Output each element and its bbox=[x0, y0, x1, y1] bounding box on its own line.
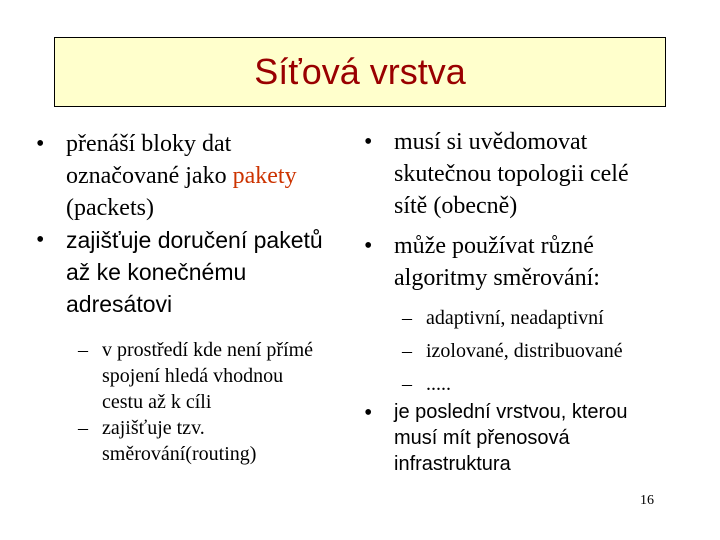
pakety-highlight: pakety bbox=[232, 163, 297, 189]
right-b1-line2: skutečnou topologii celé bbox=[394, 161, 629, 187]
dash-icon: – bbox=[402, 373, 412, 395]
left-s1-line1: v prostředí kde není přímé bbox=[102, 339, 314, 361]
left-column bbox=[30, 128, 365, 467]
right-b3-line2: musí mít přenosová bbox=[394, 427, 570, 449]
left-b1-line2-text: označované jako bbox=[66, 163, 233, 189]
left-sub-2 bbox=[30, 415, 365, 467]
left-s1-line2: spojení hledá vhodnou bbox=[102, 365, 284, 387]
page-number: 16 bbox=[640, 493, 654, 508]
left-b1-line1: přenáší bloky dat bbox=[66, 131, 232, 157]
right-bullet-1 bbox=[358, 126, 698, 222]
right-sub-1 bbox=[358, 302, 698, 335]
right-sub-2 bbox=[358, 335, 698, 368]
title-box bbox=[54, 37, 666, 107]
right-bullet-2 bbox=[358, 230, 698, 294]
bullet-icon: • bbox=[364, 233, 373, 259]
left-s2-line2: směrování(routing) bbox=[102, 443, 257, 465]
left-s2-line1: zajišťuje tzv. bbox=[102, 417, 205, 439]
left-bullet-1 bbox=[30, 128, 365, 224]
dash-icon: – bbox=[78, 339, 88, 361]
right-b3-line1: je poslední vrstvou, kterou bbox=[394, 401, 628, 423]
left-s1-line3: cestu až k cíli bbox=[102, 391, 212, 413]
left-b2-line3: adresátovi bbox=[66, 291, 173, 317]
right-bullet-3 bbox=[358, 399, 698, 477]
right-s3: ..... bbox=[426, 373, 451, 395]
left-bullet-2 bbox=[30, 224, 365, 320]
right-b2-line1: může používat různé bbox=[394, 233, 594, 259]
bullet-icon: • bbox=[364, 129, 373, 155]
left-b1-line3: (packets) bbox=[66, 195, 154, 221]
slide-title: Síťová vrstva bbox=[254, 51, 466, 92]
right-b2-line2: algoritmy směrování: bbox=[394, 265, 600, 291]
right-b1-line1: musí si uvědomovat bbox=[394, 129, 588, 155]
left-b2-line2: až ke konečnému bbox=[66, 259, 247, 285]
left-b2-line1: zajišťuje doručení paketů bbox=[66, 227, 323, 253]
dash-icon: – bbox=[402, 340, 412, 362]
bullet-icon: • bbox=[364, 400, 373, 426]
left-sub-1 bbox=[30, 337, 365, 415]
right-sub-3 bbox=[358, 368, 698, 401]
right-b3-line3: infrastruktura bbox=[394, 453, 511, 475]
left-b1-line2 bbox=[66, 160, 365, 192]
right-s2: izolované, distribuované bbox=[426, 340, 623, 362]
bullet-icon: • bbox=[36, 227, 45, 253]
dash-icon: – bbox=[402, 307, 412, 329]
right-s1: adaptivní, neadaptivní bbox=[426, 307, 604, 329]
right-b1-line3: sítě (obecně) bbox=[394, 193, 518, 219]
right-column bbox=[358, 126, 698, 477]
dash-icon: – bbox=[78, 417, 88, 439]
bullet-icon: • bbox=[36, 131, 45, 157]
